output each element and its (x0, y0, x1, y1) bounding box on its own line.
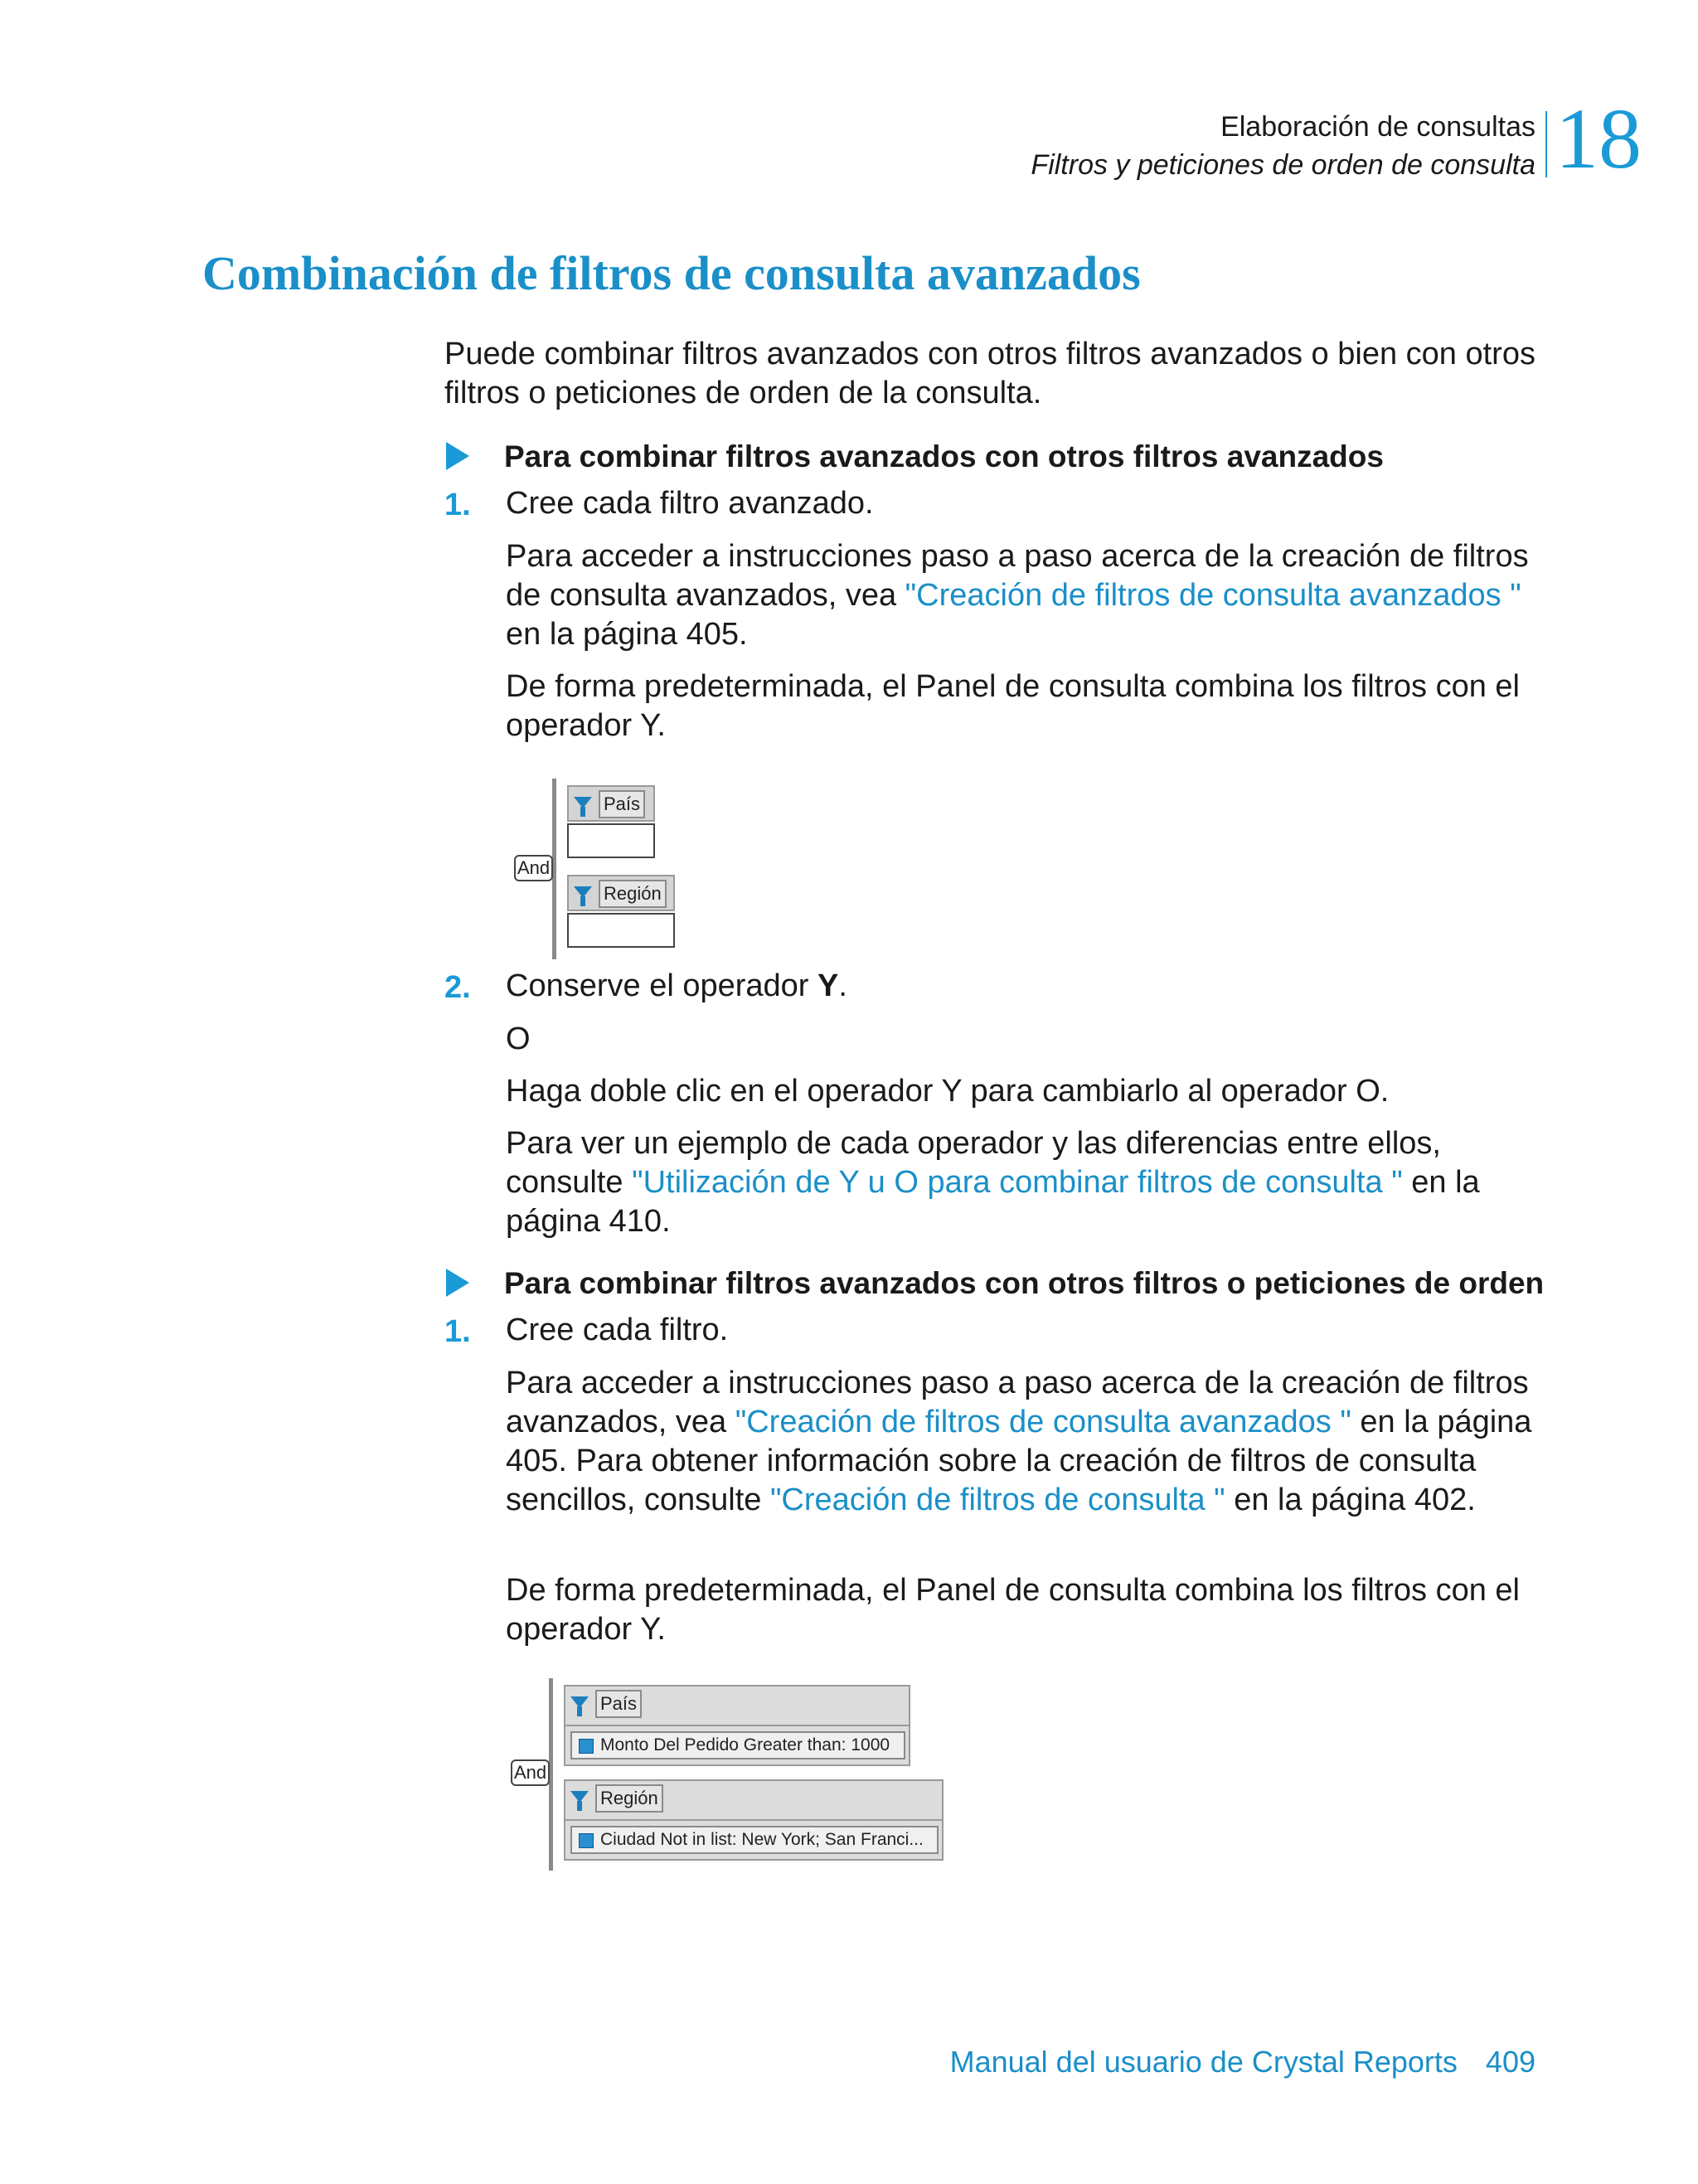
page-footer (950, 2045, 1535, 2080)
task-arrow-icon (446, 442, 469, 470)
book-title: Manual del usuario de Crystal Reports (949, 2045, 1458, 2079)
filter-label-pais[interactable]: País (599, 790, 645, 818)
task1-step1-text: Cree cada filtro avanzado. (506, 486, 874, 521)
header-divider (1545, 111, 1547, 177)
link-creacion-filtros-avanzados-2[interactable]: "Creación de filtros de consulta avanzados " (735, 1405, 1351, 1439)
filter-label-region[interactable]: Región (599, 880, 667, 908)
task1-step1-paragraph2: De forma predeterminada, el Panel de consulta combina los filtros con el operador Y. (506, 669, 1520, 743)
task1-step1-number: 1. (444, 488, 471, 522)
filter-header-region (567, 875, 675, 911)
filter-drop-zone[interactable] (567, 913, 675, 948)
filter-header-pais (567, 785, 655, 822)
filter-drop-zone[interactable] (567, 823, 655, 858)
link-creacion-filtros-avanzados[interactable]: "Creación de filtros de consulta avanzados " (905, 578, 1521, 613)
figure-and-filters-with-conditions (506, 1675, 953, 1874)
and-operator-button[interactable]: And (514, 855, 553, 881)
task1-heading: Para combinar filtros avanzados con otros filtros avanzados (504, 439, 1384, 473)
filter-icon (574, 886, 592, 898)
page-number: 409 (1485, 2045, 1535, 2079)
chapter-number: 18 (1555, 91, 1642, 187)
section-title: Filtros y peticiones de orden de consulta (1031, 149, 1535, 181)
task1-step2-paragraph1: Haga doble clic en el operador Y para cambiarlo al operador O. (506, 1074, 1390, 1109)
object-icon (579, 1739, 594, 1754)
filter-icon (570, 1696, 589, 1708)
task1-step2-paragraph2: Para ver un ejemplo de cada operador y las diferencias entre ellos, consulte "Utilización de Y u O para combinar filtros de consulta " en la página 410. (506, 1126, 1480, 1239)
task1-step2-or: O (506, 1022, 531, 1056)
filter-label-pais[interactable]: País (595, 1690, 642, 1718)
task2-step1-paragraph1: Para acceder a instrucciones paso a paso acerca de la creación de filtros avanzados, vea "Creación de filtros de consulta avanzados " en la página 405. Para obtener información sobre la creación de filtros de consulta sencillos, consulte "Creación de filtros de consulta " en la página 402. (506, 1366, 1532, 1517)
page-title: Combinación de filtros de consulta avanzados (202, 246, 1141, 300)
task-arrow-icon (446, 1269, 469, 1297)
task1-step1-paragraph1: Para acceder a instrucciones paso a paso acerca de la creación de filtros de consulta avanzados, vea "Creación de filtros de consulta avanzados " en la página 405. (506, 539, 1529, 652)
intro-paragraph: Puede combinar filtros avanzados con otros filtros avanzados o bien con otros filtros o peticiones de orden de la consulta. (444, 337, 1535, 410)
link-creacion-filtros-consulta[interactable]: "Creación de filtros de consulta " (769, 1483, 1225, 1517)
filter-group-pais (564, 1685, 910, 1766)
condition-monto-del-pedido[interactable] (570, 1731, 905, 1759)
task2-heading: Para combinar filtros avanzados con otros filtros o peticiones de orden (504, 1266, 1545, 1300)
task1-step2-text: Conserve el operador Y. (506, 968, 847, 1003)
condition-text: Monto Del Pedido Greater than: 1000 (600, 1735, 890, 1754)
figure-and-filters-simple (506, 775, 688, 962)
task2-step1-number: 1. (444, 1314, 471, 1349)
task2-step1-paragraph2: De forma predeterminada, el Panel de consulta combina los filtros con el operador Y. (506, 1573, 1520, 1647)
and-operator-button[interactable]: And (511, 1759, 550, 1786)
object-icon (579, 1833, 594, 1848)
link-utilizacion-y-u-o[interactable]: "Utilización de Y u O para combinar filtros de consulta " (632, 1165, 1403, 1200)
filter-label-region[interactable]: Región (595, 1784, 663, 1813)
condition-ciudad[interactable] (570, 1826, 939, 1854)
condition-text: Ciudad Not in list: New York; San Franci... (600, 1830, 924, 1849)
task2-step1-text: Cree cada filtro. (506, 1313, 729, 1347)
filter-icon (570, 1791, 589, 1803)
task1-step2-number: 2. (444, 970, 471, 1005)
chapter-title: Elaboración de consultas (1220, 111, 1535, 143)
filter-group-region (564, 1779, 944, 1861)
filter-icon (574, 797, 592, 808)
